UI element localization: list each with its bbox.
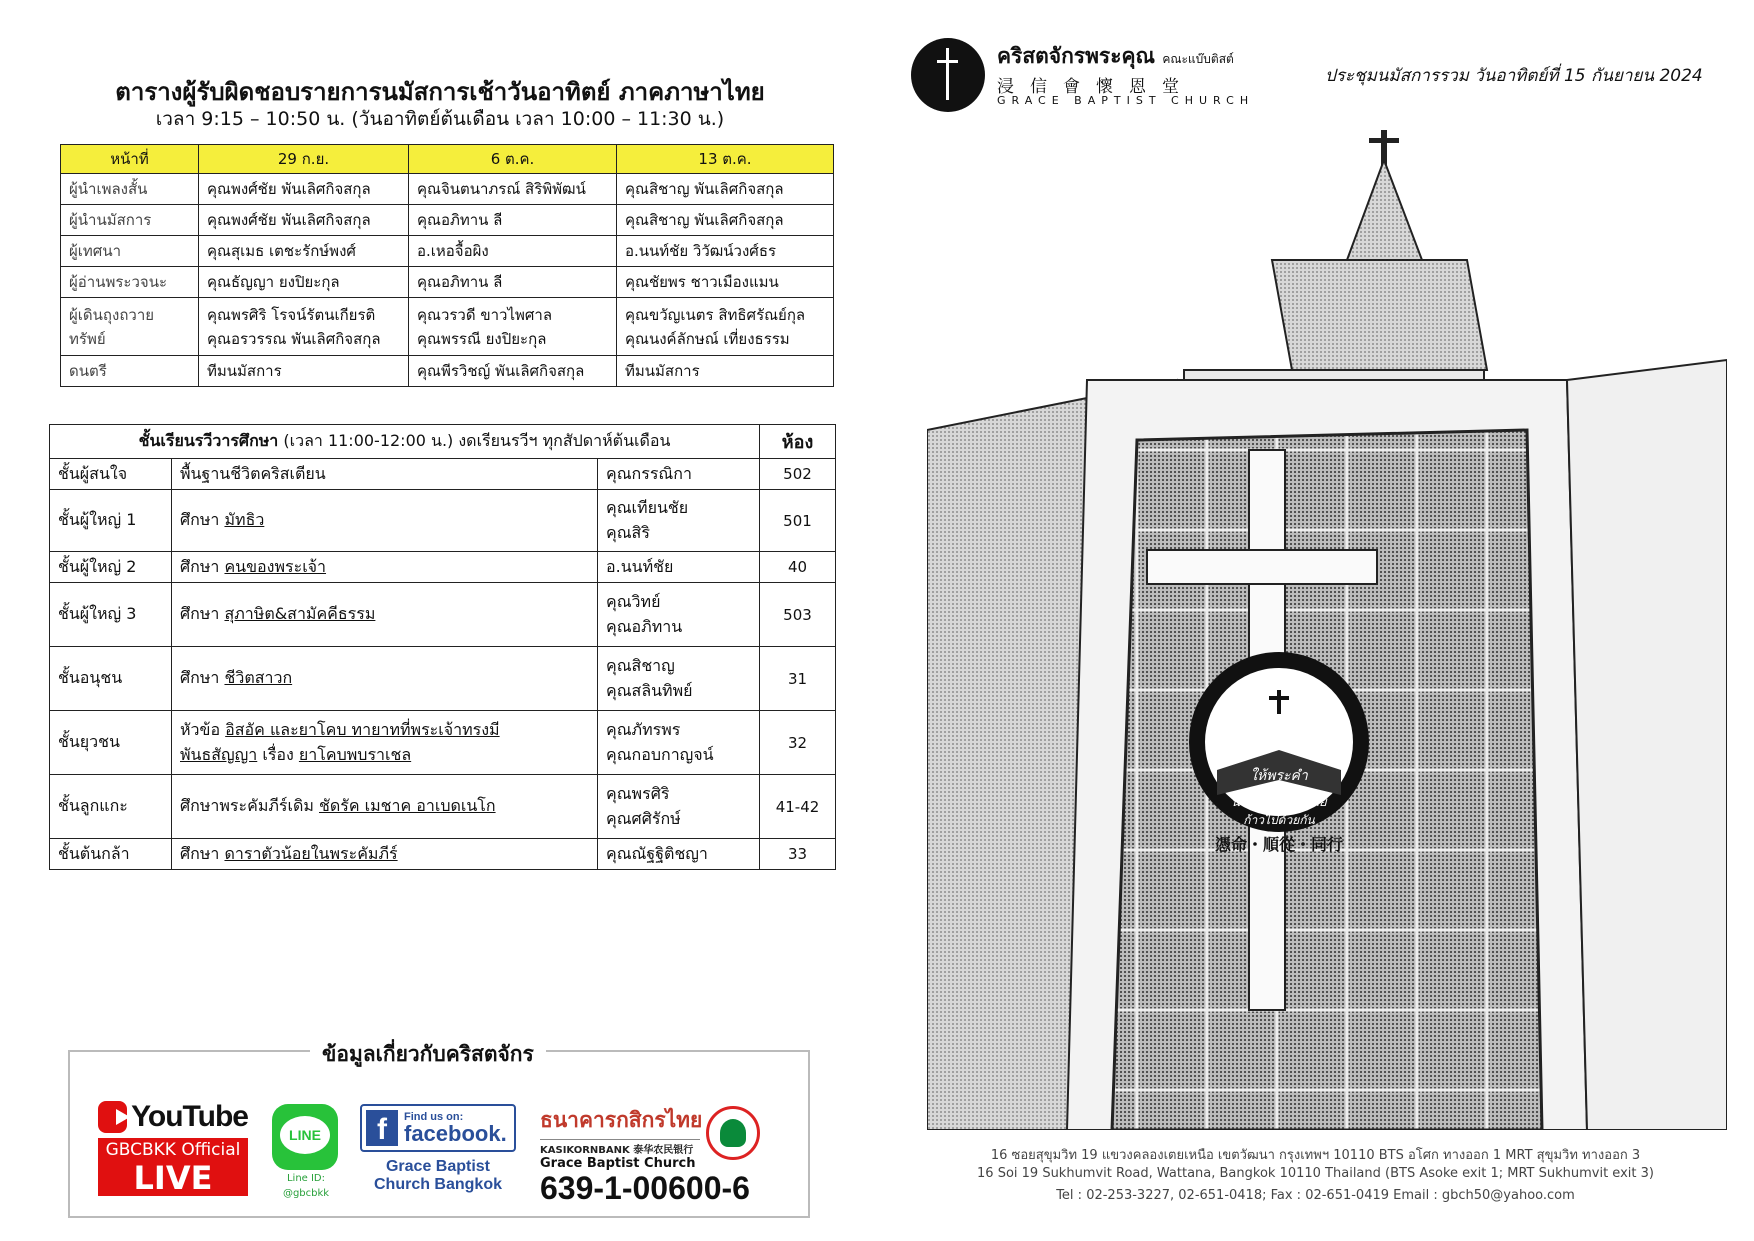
line-wordmark: LINE (280, 1116, 330, 1154)
classes-header-row (50, 425, 836, 459)
duty-row (61, 298, 834, 356)
class-room: 503 (760, 583, 836, 647)
duty-cell: คุณพงศ์ชัย พันเลิศกิจสกุล (199, 205, 409, 236)
class-row (50, 490, 836, 552)
class-teacher (598, 490, 760, 552)
class-topic-title: คนของพระเจ้า (224, 556, 327, 576)
class-row (50, 839, 836, 870)
duty-cell: คุณสิชาญ พันเลิศกิจสกุล (617, 174, 834, 205)
classes-header-bold: ชั้นเรียนรวีวารศึกษา (138, 431, 279, 450)
class-topic-prefix: ศึกษา (180, 604, 225, 623)
bank-block (540, 1104, 780, 1205)
class-teacher (598, 583, 760, 647)
duty-header-date: 29 ก.ย. (199, 145, 409, 174)
duty-name: คุณขวัญเนตร สิทธิศรัณย์กุล (625, 305, 806, 324)
duty-cell: ทีมนมัสการ (199, 356, 409, 387)
classes-header (50, 425, 760, 459)
church-name-th: คริสตจักรพระคุณ คณะแบ๊บติสต์ (997, 44, 1234, 68)
duty-role: ผู้เทศนา (61, 236, 199, 267)
class-teacher-name: คุณศศิรักษ์ (606, 808, 681, 828)
duty-cell: คุณธัญญา ยงปิยะกุล (199, 267, 409, 298)
class-topic-prefix: ศึกษา (180, 668, 225, 687)
emblem-text: ให้พระคำ (1250, 768, 1308, 784)
duty-name: คุณพรรณี ยงปิยะกุล (417, 329, 547, 348)
class-name: ชั้นยุวชน (50, 711, 172, 775)
duty-name: คุณพรศิริ โรจน์รัตนเกียรติ (207, 305, 376, 324)
address-line-th: 16 ซอยสุขุมวิท 19 แขวงคลองเตยเหนือ เขตวัฒนา กรุงเทพฯ 10110 BTS อโศก ทางออก 1 MRT สุขุมวิท ทางออก 3 (990, 1148, 1641, 1163)
church-name-cn: 浸信會懷恩堂 (997, 77, 1195, 97)
class-topic-title: สุภาษิต&สามัคคีธรรม (224, 604, 376, 623)
class-name: ชั้นผู้สนใจ (50, 459, 172, 490)
emblem-text: นำตามน้ำพระทัย (1231, 795, 1327, 810)
facebook-wordmark: facebook. (404, 1121, 507, 1146)
youtube-logo (98, 1100, 248, 1134)
youtube-live-banner (98, 1138, 248, 1196)
class-topic (172, 711, 598, 775)
class-teacher-name: คุณสิชาญ (606, 655, 675, 675)
classes-header-room: ห้อง (760, 425, 836, 459)
class-topic-title: อิสอัค และยาโคบ ทายาทที่พระเจ้าทรงมี (225, 719, 500, 739)
class-row (50, 711, 836, 775)
church-info-title: ข้อมูลเกี่ยวกับคริสตจักร (310, 1038, 546, 1071)
duty-cell: คุณชัยพร ชาวเมืองแมน (617, 267, 834, 298)
duty-table (60, 144, 834, 387)
facebook-badge (360, 1104, 516, 1152)
class-topic-title: พันธสัญญา (180, 744, 258, 764)
line-icon (272, 1104, 338, 1170)
duty-header-role: หน้าที่ (61, 145, 199, 174)
duty-header-date: 13 ต.ค. (617, 145, 834, 174)
class-teacher (598, 775, 760, 839)
duty-row (61, 356, 834, 387)
line-id-label: Line ID: (286, 1173, 326, 1184)
class-name: ชั้นผู้ใหญ่ 3 (50, 583, 172, 647)
class-topic-title: ชัดรัค เมชาค อาเบดเนโก (319, 796, 496, 815)
class-topic-title: มัทธิว (224, 510, 265, 529)
bank-account-number: 639-1-00600-6 (540, 1170, 750, 1206)
youtube-play-icon (98, 1101, 127, 1133)
class-topic (172, 552, 598, 583)
class-topic (172, 775, 598, 839)
class-row (50, 583, 836, 647)
class-topic-title: ดาราตัวน้อยในพระคัมภีร์ (224, 843, 398, 863)
class-teacher (598, 711, 760, 775)
class-topic-prefix: ศึกษา (180, 556, 225, 576)
emblem-text: ก้าวไปด้วยกัน (1243, 813, 1315, 827)
class-topic (172, 839, 598, 870)
class-name: ชั้นต้นกล้า (50, 839, 172, 870)
class-teacher: คุณณัฐฐิติชญา (598, 839, 760, 870)
duty-name: คุณวรวดี ขาวไพศาล (417, 305, 553, 324)
duty-cell: คุณสุเมธ เตชะรักษ์พงศ์ (199, 236, 409, 267)
duty-role: ผู้นำเพลงสั้น (61, 174, 199, 205)
class-name: ชั้นลูกแกะ (50, 775, 172, 839)
class-row (50, 552, 836, 583)
church-cross-logo-icon (911, 38, 985, 112)
class-teacher-name: คุณสิริ (606, 522, 650, 542)
class-row (50, 647, 836, 711)
duty-cell: คุณจินตนาภรณ์ สิริพิพัฒน์ (409, 174, 617, 205)
class-topic: พื้นฐานชีวิตคริสเตียน (172, 459, 598, 490)
duty-role: ดนตรี (61, 356, 199, 387)
class-teacher-name: คุณสลินทิพย์ (606, 680, 693, 700)
duty-cell: อ.นนท์ชัย วิวัฒน์วงศ์ธร (617, 236, 834, 267)
classes-table (49, 424, 836, 870)
classes-header-rest: (เวลา 11:00-12:00 น.) งดเรียนรวีฯ ทุกสัปดาห์ต้นเดือน (278, 431, 671, 450)
duty-cell: อ.เหอจื้อผิง (409, 236, 617, 267)
facebook-icon: f (366, 1110, 398, 1146)
church-building-illustration (927, 130, 1727, 1130)
class-room: 502 (760, 459, 836, 490)
class-topic-prefix: ศึกษาพระคัมภีร์เดิม (180, 796, 319, 815)
duty-cell (617, 298, 834, 356)
duty-cell: คุณพีรวิชญ์ พันเลิศกิจสกุล (409, 356, 617, 387)
class-topic (172, 647, 598, 711)
contact-line: Tel : 02-253-3227, 02-651-0418; Fax : 02-651-0419 Email : gbch50@yahoo.com (1056, 1188, 1575, 1203)
class-room: 501 (760, 490, 836, 552)
duty-header-row (61, 145, 834, 174)
class-topic-title: ชีวิตสาวก (224, 668, 293, 687)
facebook-page-name: Church Bangkok (373, 1176, 502, 1193)
class-topic-prefix: ศึกษา (180, 843, 225, 863)
bank-name-th: ธนาคารกสิกรไทย (540, 1108, 703, 1132)
service-date: ประชุมนมัสการรวม วันอาทิตย์ที่ 15 กันยายน 2024 (1325, 66, 1703, 86)
class-row (50, 459, 836, 490)
duty-cell: คุณอภิทาน ลี (409, 267, 617, 298)
class-teacher: คุณกรรณิกา (598, 459, 760, 490)
duty-name: คุณอรวรรณ พันเลิศกิจสกุล (207, 329, 381, 348)
youtube-channel: GBCBKK Official (105, 1140, 241, 1160)
duty-name: คุณนงค์ลักษณ์ เที่ยงธรรม (625, 329, 790, 348)
line-block[interactable] (272, 1104, 340, 1200)
duty-title: ตารางผู้รับผิดชอบรายการนมัสการเช้าวันอาทิตย์ ภาคภาษาไทย (115, 78, 765, 106)
class-name: ชั้นผู้ใหญ่ 2 (50, 552, 172, 583)
church-name-en: GRACE BAPTIST CHURCH (997, 94, 1255, 107)
duty-cell: คุณพงศ์ชัย พันเลิศกิจสกุล (199, 174, 409, 205)
duty-row (61, 267, 834, 298)
class-topic-prefix: เรื่อง (257, 744, 299, 764)
class-topic-prefix: หัวข้อ (180, 719, 226, 739)
duty-cell (409, 298, 617, 356)
duty-subtitle: เวลา 9:15 – 10:50 น. (วันอาทิตย์ต้นเดือน เวลา 10:00 – 11:30 น.) (155, 108, 725, 130)
class-name: ชั้นผู้ใหญ่ 1 (50, 490, 172, 552)
youtube-wordmark: YouTube (131, 1100, 248, 1133)
class-teacher-name: คุณเทียนชัย (606, 497, 689, 517)
kasikorn-logo-icon (706, 1106, 760, 1160)
duty-cell: คุณอภิทาน ลี (409, 205, 617, 236)
bank-account-name: Grace Baptist Church (540, 1156, 696, 1171)
class-room: 41-42 (760, 775, 836, 839)
address-line-en: 16 Soi 19 Sukhumvit Road, Wattana, Bangkok 10110 Thailand (BTS Asoke exit 1; MRT Sukhumvit exit 3) (977, 1166, 1654, 1181)
class-row (50, 775, 836, 839)
class-teacher-name: คุณภัทรพร (606, 719, 681, 739)
duty-cell: ทีมนมัสการ (617, 356, 834, 387)
duty-role: ผู้อ่านพระวจนะ (61, 267, 199, 298)
class-room: 40 (760, 552, 836, 583)
class-teacher (598, 647, 760, 711)
church-denomination: คณะแบ๊บติสต์ (1162, 52, 1234, 66)
facebook-block[interactable] (360, 1104, 516, 1194)
class-room: 32 (760, 711, 836, 775)
facebook-page-name: Grace Baptist (385, 1158, 491, 1175)
class-topic (172, 583, 598, 647)
class-teacher: อ.นนท์ชัย (598, 552, 760, 583)
duty-cell (199, 298, 409, 356)
facebook-find-us: Find us on: (404, 1111, 464, 1123)
duty-header-date: 6 ต.ค. (409, 145, 617, 174)
class-teacher-name: คุณอภิทาน (606, 616, 683, 636)
class-teacher-name: คุณกอบกาญจน์ (606, 744, 714, 764)
class-topic-prefix: ศึกษา (180, 510, 225, 529)
duty-role: ผู้เดินถุงถวายทรัพย์ (61, 298, 199, 356)
duty-cell: คุณสิชาญ พันเลิศกิจสกุล (617, 205, 834, 236)
class-topic-title: ยาโคบพบราเชล (298, 744, 412, 764)
class-topic (172, 490, 598, 552)
duty-row (61, 236, 834, 267)
class-room: 31 (760, 647, 836, 711)
class-teacher-name: คุณวิทย์ (606, 591, 661, 611)
emblem-text-cn: 憑命・順從・同行 (1214, 835, 1344, 854)
duty-row (61, 205, 834, 236)
youtube-block[interactable] (98, 1100, 248, 1196)
class-room: 33 (760, 839, 836, 870)
bank-name-en: KASIKORNBANK 泰华农民银行 (540, 1139, 700, 1156)
youtube-live-label: LIVE (133, 1159, 213, 1197)
duty-row (61, 174, 834, 205)
class-teacher-name: คุณพรศิริ (606, 783, 670, 803)
class-name: ชั้นอนุชน (50, 647, 172, 711)
duty-role: ผู้นำนมัสการ (61, 205, 199, 236)
line-handle: @gbcbkk (282, 1188, 330, 1199)
right-page (877, 0, 1754, 1241)
